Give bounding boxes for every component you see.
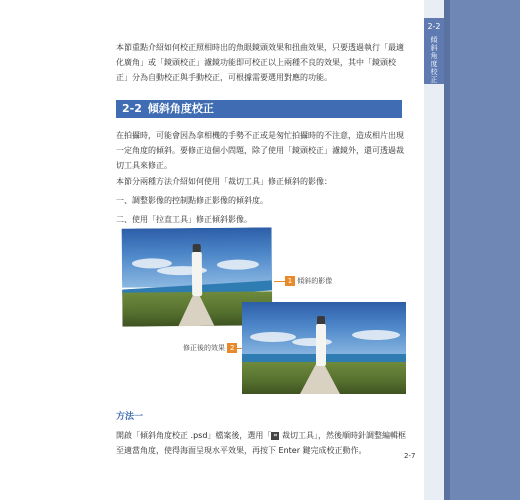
section-title: 傾斜角度校正 — [147, 102, 214, 115]
list-item-1: 一、調整影像的控制點修正影像的傾斜度。 — [116, 196, 268, 205]
chapter-tab-number: 2-2 — [427, 22, 441, 31]
body-paragraph-2: 本節分兩種方法介紹如何使用「裁切工具」修正傾斜的影像： — [116, 177, 332, 186]
corrected-lighthouse-photo — [242, 302, 406, 394]
intro-paragraph: 本節重點介紹如何校正照相時出的魚眼鏡頭效果和扭曲效果，只要透過執行「最適化廣角」或「鏡頭校正」濾鏡功能即可校正以上兩種不良的效果，其中「鏡頭校正」分為自動校正與手動校正，可根據需要選用對應的功能。 — [116, 43, 404, 82]
body-paragraph-1: 在拍攝時，可能會因為拿相機的手勢不正或是匆忙拍攝時的不注意，造成相片出現一定角度的傾斜。要修正這個小問題，除了使用「鏡頭校正」濾鏡外，還可透過裁切工具來修正。 — [116, 131, 404, 170]
figure-badge-2: 2 — [227, 343, 237, 353]
method-paragraph: 開啟「傾斜角度校正 .psd」檔案後，選用「 ⌗ 裁切工具」，然後順時針調整編輯框至適當角度，使得海面呈現水平效果，再按下 Enter 鍵完成校正動作。 — [116, 431, 406, 455]
section-heading — [116, 100, 402, 118]
section-number: 2-2 — [122, 102, 142, 115]
chapter-tab — [424, 18, 444, 84]
crop-tool-icon: ⌗ — [271, 432, 279, 440]
figure-label-tilted: 1 傾斜的影像 — [285, 276, 332, 286]
page-number: 2-7 — [404, 452, 416, 460]
list-item-2: 二、使用「拉直工具」修正傾斜影像。 — [116, 215, 252, 224]
figure-badge-1: 1 — [285, 276, 295, 286]
figure-label-corrected: 修正後的效果 2 — [183, 343, 237, 353]
chapter-tab-title: 傾斜角度校正 — [430, 36, 438, 84]
chapter-edge-strip — [444, 0, 520, 500]
method-heading: 方法一 — [116, 412, 144, 422]
